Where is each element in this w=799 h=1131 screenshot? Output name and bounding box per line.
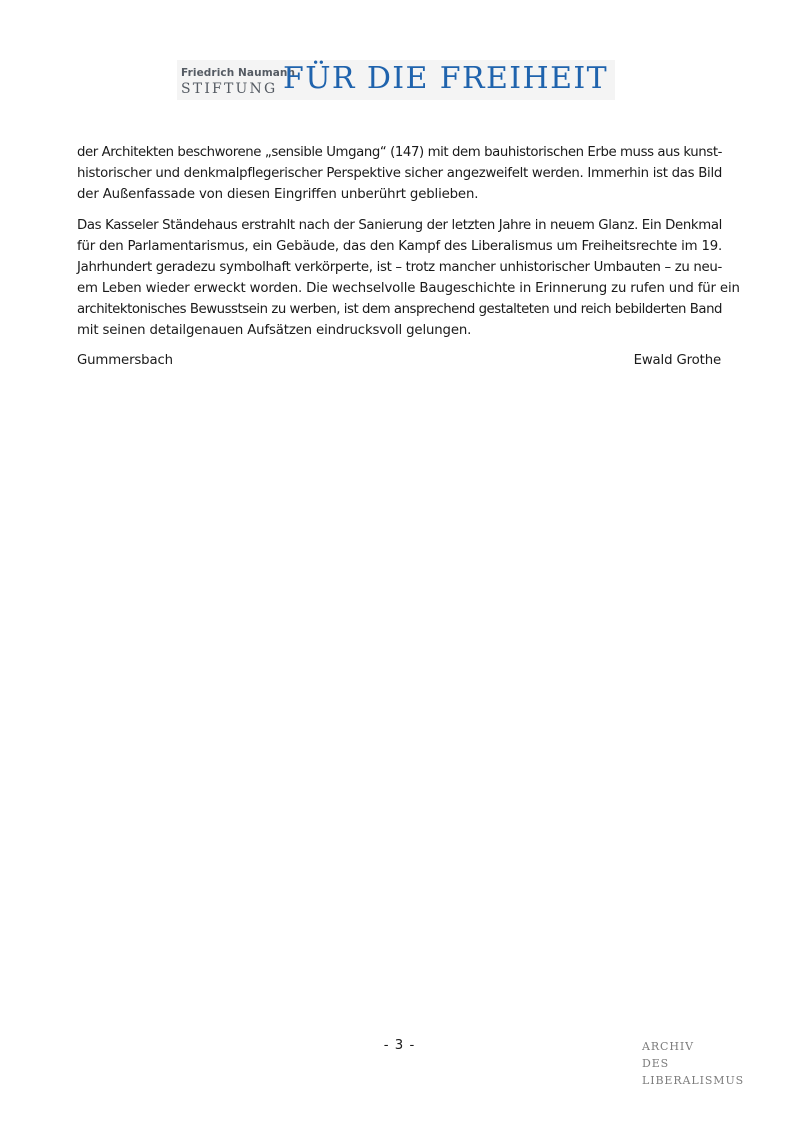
paragraph-line: mit seinen detailgenauen Aufsätzen eindrucksvoll gelungen. [77, 322, 472, 338]
logo-line-1: Friedrich Naumann [181, 67, 296, 79]
page-number: - 3 - [383, 1038, 416, 1053]
signature-place: Gummersbach [77, 353, 173, 368]
foundation-logo [177, 60, 615, 100]
paragraph-line: für den Parlamentarismus, ein Gebäude, das den Kampf des Liberalismus um Freiheitsrechte im 19. [77, 238, 722, 254]
paragraph-line: em Leben wieder erweckt worden. Die wechselvolle Baugeschichte in Erinnerung zu rufen und für ein [77, 280, 740, 296]
paragraph-line: historischer und denkmalpflegerischer Perspektive sicher angezweifelt werden. Immerhin ist das Bild [77, 165, 722, 181]
paragraph-line: Das Kasseler Ständehaus erstrahlt nach der Sanierung der letzten Jahre in neuem Glanz. Ein Denkmal [77, 218, 722, 233]
paragraph-line: architektonisches Bewusstsein zu werben, ist dem ansprechend gestalteten und reich bebilderten Band [77, 301, 722, 317]
logo-slogan: FÜR DIE FREIHEIT [283, 61, 609, 96]
paragraph-line: der Außenfassade von diesen Eingriffen unberührt geblieben. [77, 186, 479, 202]
archive-line: ARCHIV [642, 1040, 694, 1053]
paragraph-line: Jahrhundert geradezu symbolhaft verkörperte, ist – trotz mancher unhistorischer Umbauten – zu neu- [77, 259, 722, 275]
logo-foundation-name [181, 68, 295, 96]
signature-author: Ewald Grothe [633, 353, 721, 368]
paragraph-2 [77, 216, 740, 341]
logo-line-2: STIFTUNG [181, 80, 278, 97]
paragraph-1 [77, 143, 722, 206]
paragraph-line: der Architekten beschworene „sensible Umgang“ (147) mit dem bauhistorischen Erbe muss aus kunst- [77, 145, 722, 160]
archive-line: LIBERALISMUS [642, 1074, 745, 1087]
archive-line: DES [642, 1057, 670, 1070]
archive-logo [642, 1038, 744, 1089]
